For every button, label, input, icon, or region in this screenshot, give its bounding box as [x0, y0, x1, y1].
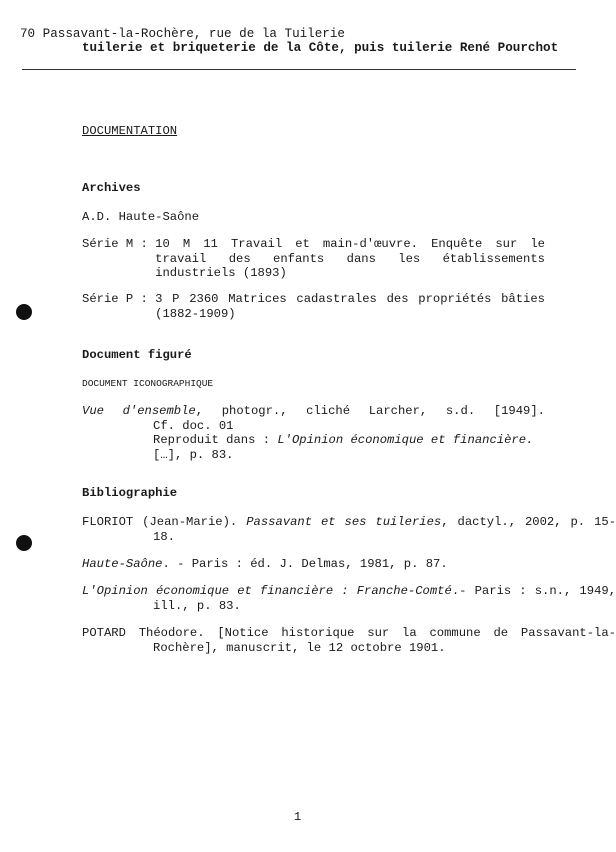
bib-entry-title: L'Opinion économique et financière : Franche-Comté [82, 584, 452, 598]
header-rule [22, 69, 576, 70]
figure-entry-line3 [82, 433, 545, 448]
document-figure-title: Document figuré [82, 348, 192, 362]
header-building-name: tuilerie et briqueterie de la Côte, puis tuilerie René Pourchot [82, 41, 559, 55]
doc-title: DOCUMENTATION [82, 124, 178, 138]
header-location: 70 Passavant-la-Rochère, rue de la Tuilerie [20, 27, 345, 41]
figure-entry-title: Vue d'ensemble [82, 404, 196, 418]
bibliography-entry [82, 626, 616, 655]
bib-entry-details: .- Paris : s.n., 1949, ill., p. 83. [153, 584, 616, 613]
punch-hole-dot [16, 535, 32, 551]
bib-entry-author: FLORIOT (Jean-Marie). [82, 515, 247, 529]
bibliography-title: Bibliographie [82, 486, 178, 500]
bibliography-entry [82, 557, 616, 572]
series-m-text: 10 M 11 Travail et main-d'œuvre. Enquête sur le travail des enfants dans les établissements industriels (1893) [155, 237, 545, 280]
bib-entry-title: Haute-Saône [82, 557, 163, 571]
figure-entry-reproduced: Reproduit dans : [153, 433, 278, 447]
page-number: 1 [293, 810, 302, 824]
figure-entry-details: , photogr., cliché Larcher, s.d. [1949]. [195, 404, 545, 418]
bib-entry-title: Passavant et ses tuileries [246, 515, 442, 529]
figure-entry [82, 404, 545, 462]
archives-repository: A.D. Haute-Saône [82, 210, 200, 224]
archives-title: Archives [82, 181, 141, 195]
figure-entry-line2: Cf. doc. 01 [153, 418, 234, 433]
bib-entry-author: POTARD Théodore. [Notice historique sur la commune de Passavant-la-Rochère], manuscrit, le 12 octobre 1901. [82, 626, 616, 655]
series-m-entry [82, 237, 545, 281]
figure-entry-journal: L'Opinion économique et financière. [277, 433, 534, 447]
series-p-text: 3 P 2360 Matrices cadastrales des propriétés bâties (1882-1909) [155, 292, 545, 321]
bibliography-entry [82, 584, 616, 613]
figure-entry-line1 [82, 404, 545, 419]
series-p-entry [82, 292, 545, 321]
bibliography-entry [82, 515, 616, 544]
punch-hole-dot [16, 304, 32, 320]
series-p-label: Série P : [82, 292, 156, 306]
figure-entry-line4: […], p. 83. [153, 447, 234, 462]
bib-entry-details: . - Paris : éd. J. Delmas, 1981, p. 87. [162, 557, 448, 571]
document-figure-subtitle: DOCUMENT ICONOGRAPHIQUE [82, 378, 214, 389]
bib-entry-details: , dactyl., 2002, p. 15-18. [153, 515, 616, 544]
series-m-label: Série M : [82, 237, 156, 251]
